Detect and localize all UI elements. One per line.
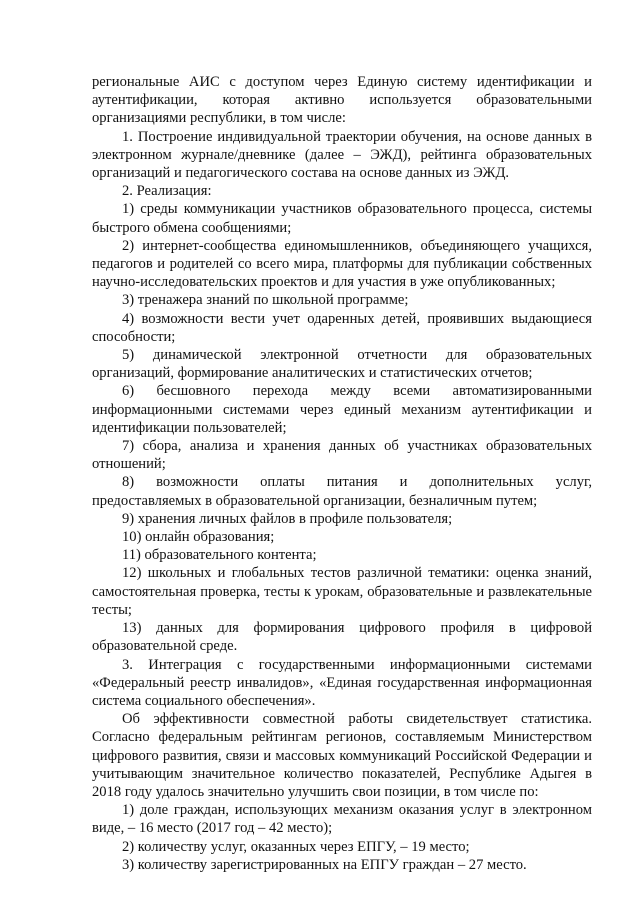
list-item-1: 1) среды коммуникации участников образовательного процесса, системы быстрого обмена сообщениями; — [92, 201, 592, 236]
paragraph-item-2-heading: 2. Реализация: — [122, 183, 212, 200]
list-item-11: 11) образовательного контента; — [122, 547, 317, 564]
list-item-8: 8) возможности оплаты питания и дополнительных услуг, предоставляемых в образовательной организации, безналичным путем; — [92, 474, 592, 509]
paragraph-item-3: 3. Интеграция с государственными информационными системами «Федеральный реестр инвалидов», «Единая государственная информационная система социального обеспечения». — [92, 656, 592, 709]
document-body — [92, 73, 592, 874]
paragraph-intro: региональные АИС с доступом через Единую систему идентификации и аутентификации, которая активно используется образовательными организациями республики, в том числе: — [92, 74, 592, 127]
list-item-5: 5) динамической электронной отчетности для образовательных организаций, формирование аналитических и статистических отчетов; — [92, 347, 592, 382]
list-item-4: 4) возможности вести учет одаренных детей, проявивших выдающиеся способности; — [92, 310, 592, 345]
paragraph-statistics: Об эффективности совместной работы свидетельствует статистика. Согласно федеральным рейтингам регионов, составляемым Министерством цифрового развития, связи и массовых коммуникаций Российской Федерации и учитывающим значительное количество показателей, Республике Адыгея в 2018 году удалось значительно улучшить свои позиции, в том числе по: — [92, 711, 592, 800]
list-item-6: 6) бесшовного перехода между всеми автоматизированными информационными системами через единый механизм аутентификации и идентификации пользователей; — [92, 383, 592, 436]
list-item-7: 7) сбора, анализа и хранения данных об участниках образовательных отношений; — [92, 438, 592, 473]
list-item-12: 12) школьных и глобальных тестов различной тематики: оценка знаний, самостоятельная проверка, тесты к урокам, образовательные и развлекательные тесты; — [92, 565, 592, 618]
list-item-10: 10) онлайн образования; — [122, 529, 275, 546]
ranking-item-1: 1) доле граждан, использующих механизм оказания услуг в электронном виде, – 16 место (2017 год – 42 место); — [92, 802, 592, 837]
paragraph-item-1: 1. Построение индивидуальной траектории обучения, на основе данных в электронном журнале/дневнике (далее – ЭЖД), рейтинга образовательных организаций и педагогического состава на основе данных из ЭЖД. — [92, 128, 592, 182]
ranking-item-2: 2) количеству услуг, оказанных через ЕПГУ, – 19 место; — [122, 838, 470, 855]
list-item-2: 2) интернет-сообщества единомышленников, объединяющего учащихся, педагогов и родителей со всего мира, платформы для публикации собственных научно-исследовательских проектов и для участия в уже опубликованных; — [92, 237, 592, 291]
list-item-9: 9) хранения личных файлов в профиле пользователя; — [122, 510, 453, 527]
list-item-3: 3) тренажера знаний по школьной программе; — [122, 292, 409, 309]
list-item-13: 13) данных для формирования цифрового профиля в цифровой образовательной среде. — [92, 620, 592, 655]
ranking-item-3: 3) количеству зарегистрированных на ЕПГУ граждан – 27 место. — [122, 856, 527, 873]
